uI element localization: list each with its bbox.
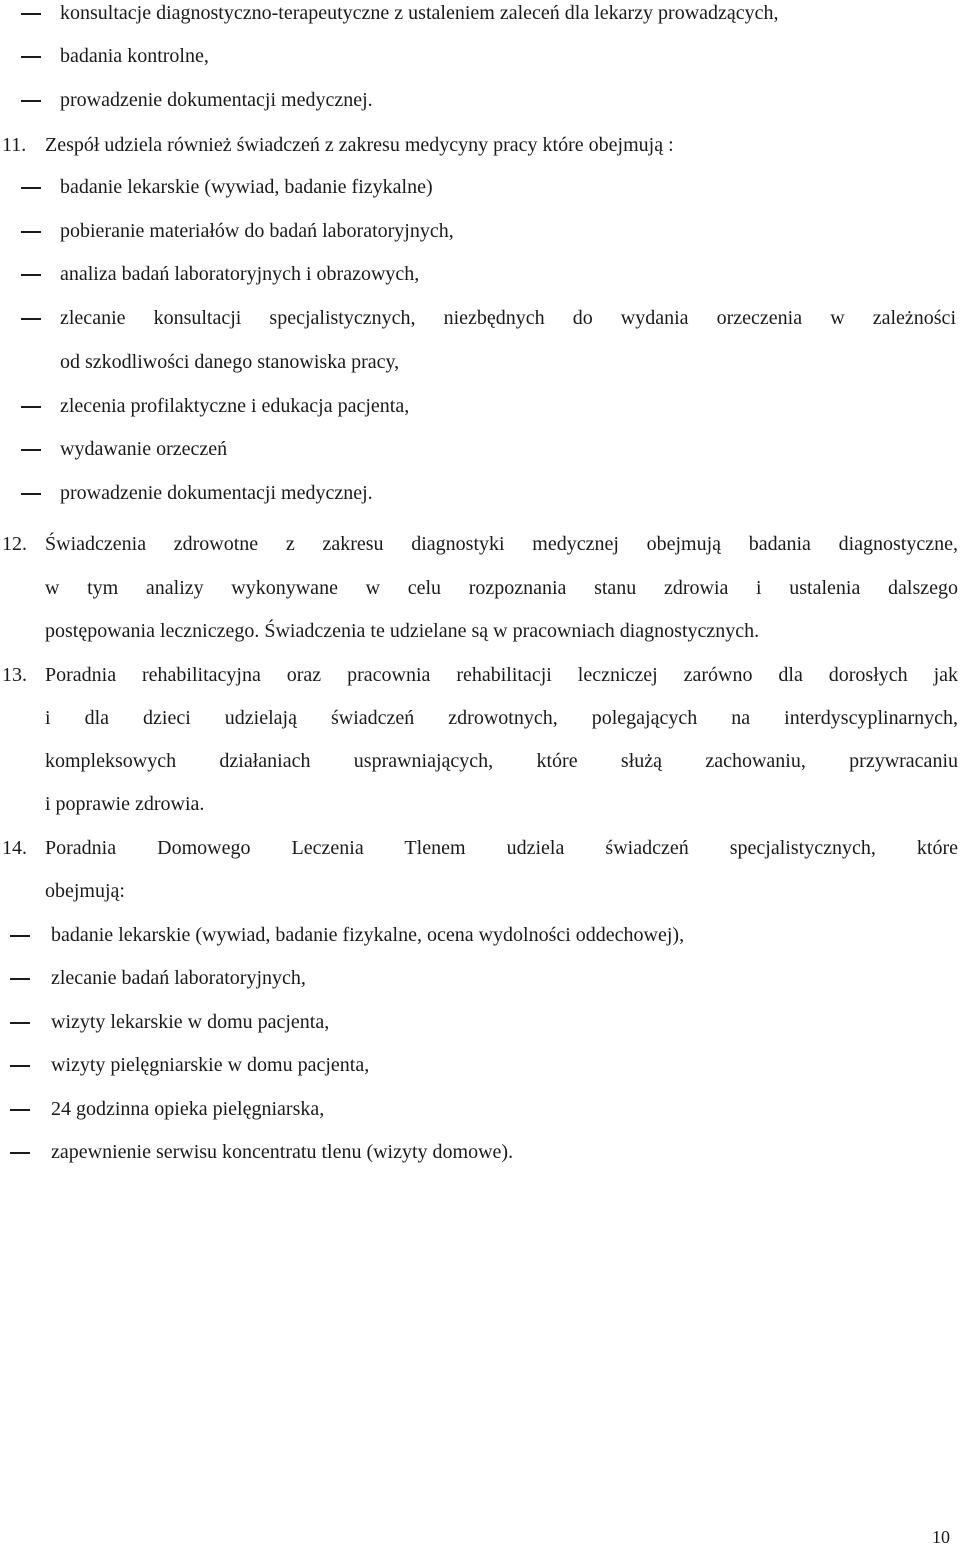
list-item: badania kontrolne, xyxy=(60,45,209,67)
list-item: wydawanie orzeczeń xyxy=(60,438,228,460)
dash-bullet xyxy=(10,1109,30,1111)
paragraph-line: Świadczenia zdrowotne z zakresu diagnostyki medycznej obejmują badania diagnostyczne, xyxy=(45,533,958,555)
list-item: zlecanie badań laboratoryjnych, xyxy=(51,967,306,989)
list-item: wizyty lekarskie w domu pacjenta, xyxy=(51,1011,330,1033)
item-number: 12. xyxy=(2,533,27,555)
list-item: zapewnienie serwisu koncentratu tlenu (wizyty domowe). xyxy=(51,1141,514,1163)
list-item: prowadzenie dokumentacji medycznej. xyxy=(60,89,373,111)
dash-bullet xyxy=(21,449,41,451)
dash-bullet xyxy=(21,274,41,276)
dash-bullet xyxy=(21,187,41,189)
paragraph-line: obejmują: xyxy=(45,880,125,902)
paragraph-line: i dla dzieci udzielają świadczeń zdrowotnych, polegających na interdyscyplinarnych, xyxy=(45,707,958,729)
paragraph-line: Zespół udziela również świadczeń z zakresu medycyny pracy które obejmują : xyxy=(45,134,674,156)
list-item: badanie lekarskie (wywiad, badanie fizykalne) xyxy=(60,176,433,198)
paragraph-line: kompleksowych działaniach usprawniających, które służą zachowaniu, przywracaniu xyxy=(45,750,958,772)
dash-bullet xyxy=(10,1065,30,1067)
dash-bullet xyxy=(21,231,41,233)
item-number: 14. xyxy=(2,837,27,859)
dash-bullet xyxy=(10,1152,30,1154)
dash-bullet xyxy=(10,978,30,980)
paragraph-line: Poradnia rehabilitacyjna oraz pracownia rehabilitacji leczniczej zarówno dla dorosłych jak xyxy=(45,664,958,686)
dash-bullet xyxy=(21,13,41,15)
list-item: zlecenia profilaktyczne i edukacja pacjenta, xyxy=(60,395,410,417)
dash-bullet xyxy=(21,493,41,495)
paragraph-line: Poradnia Domowego Leczenia Tlenem udziela świadczeń specjalistycznych, które xyxy=(45,837,958,859)
list-item: wizyty pielęgniarskie w domu pacjenta, xyxy=(51,1054,370,1076)
list-item: analiza badań laboratoryjnych i obrazowych, xyxy=(60,263,420,285)
list-item-continuation: od szkodliwości danego stanowiska pracy, xyxy=(60,351,400,373)
list-item: zlecanie konsultacji specjalistycznych, niezbędnych do wydania orzeczenia w zależności xyxy=(60,307,956,329)
list-item: badanie lekarskie (wywiad, badanie fizykalne, ocena wydolności oddechowej), xyxy=(51,924,685,946)
dash-bullet xyxy=(21,56,41,58)
dash-bullet xyxy=(21,100,41,102)
dash-bullet xyxy=(10,1022,30,1024)
page-number: 10 xyxy=(932,1527,950,1547)
paragraph-line: w tym analizy wykonywane w celu rozpoznania stanu zdrowia i ustalenia dalszego xyxy=(45,577,958,599)
item-number: 11. xyxy=(2,134,27,156)
list-item: konsultacje diagnostyczno-terapeutyczne z ustaleniem zaleceń dla lekarzy prowadzących, xyxy=(60,2,779,24)
dash-bullet xyxy=(21,406,41,408)
item-number: 13. xyxy=(2,664,27,686)
list-item: prowadzenie dokumentacji medycznej. xyxy=(60,482,373,504)
list-item: 24 godzinna opieka pielęgniarska, xyxy=(51,1098,325,1120)
paragraph-line: postępowania leczniczego. Świadczenia te udzielane są w pracowniach diagnostycznych. xyxy=(45,620,760,642)
paragraph-line: i poprawie zdrowia. xyxy=(45,793,205,815)
dash-bullet xyxy=(21,318,41,320)
dash-bullet xyxy=(10,935,30,937)
list-item: pobieranie materiałów do badań laboratoryjnych, xyxy=(60,220,454,242)
